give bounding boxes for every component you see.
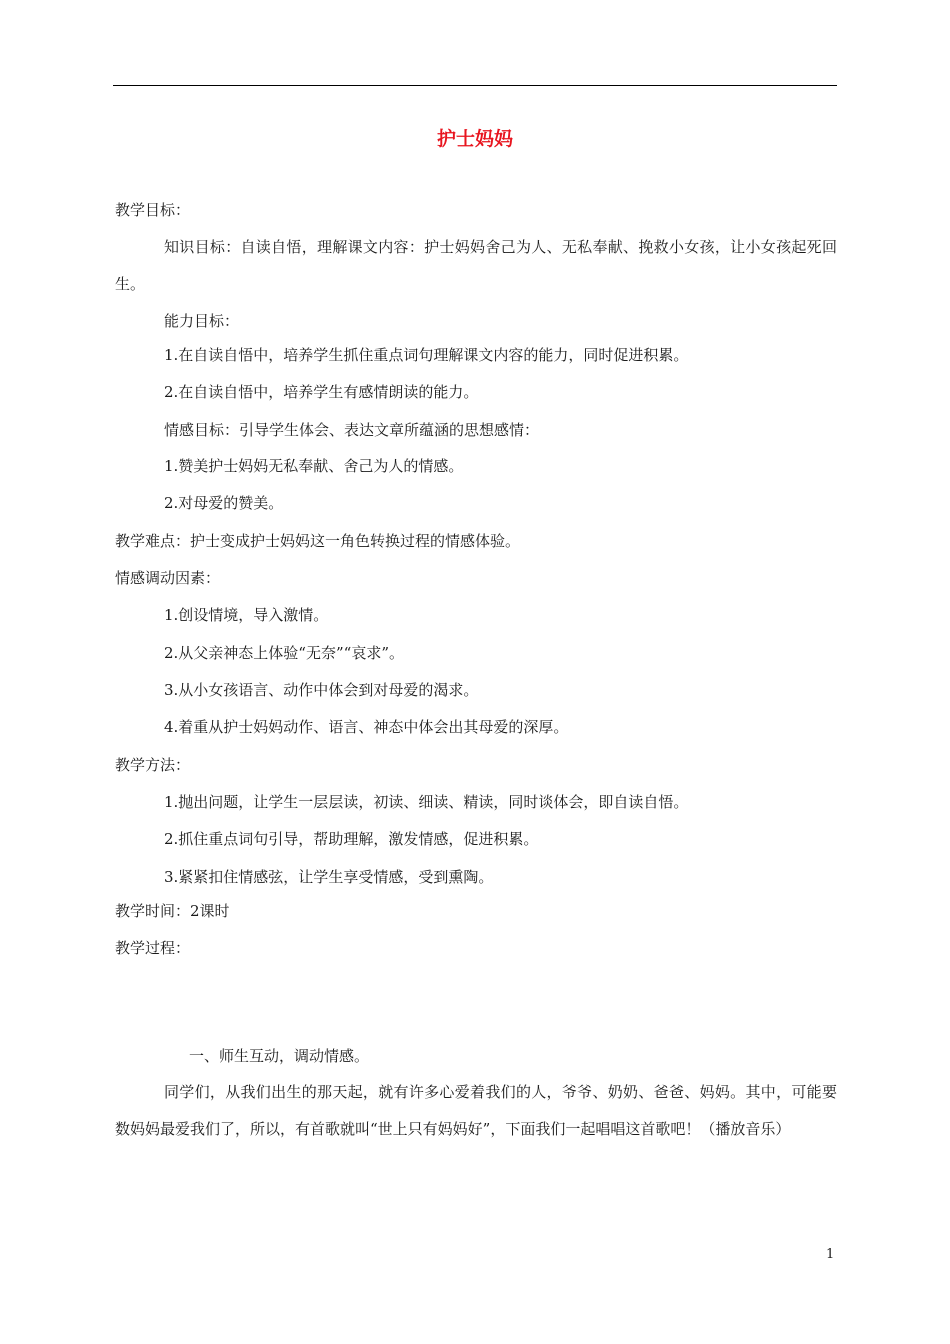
- emotion-item-2: 2.对母爱的赞美。: [164, 494, 284, 512]
- factors-item-2: 2.从父亲神态上体验“无奈”“哀求”。: [164, 644, 404, 662]
- methods-item-3: 3.紧紧扣住情感弦，让学生享受情感，受到熏陶。: [164, 868, 494, 886]
- factors-heading: 情感调动因素：: [115, 569, 221, 587]
- section-1-heading: 一、师生互动，调动情感。: [189, 1047, 370, 1065]
- page-number: 1: [826, 1247, 835, 1262]
- teaching-difficulty: 教学难点：护士变成护士妈妈这一角色转换过程的情感体验。: [115, 532, 521, 550]
- methods-item-2: 2.抓住重点词句引导，帮助理解，激发情感，促进积累。: [164, 830, 539, 848]
- page-title: 护士妈妈: [436, 128, 513, 150]
- teaching-time: 教学时间：2课时: [115, 902, 230, 920]
- objectives-heading: 教学目标：: [115, 201, 191, 219]
- methods-item-1: 1.抛出问题，让学生一层层读，初读、细读、精读，同时谈体会，即自读自悟。: [164, 793, 689, 811]
- methods-heading: 教学方法：: [115, 756, 191, 774]
- section-1-paragraph: 同学们，从我们出生的那天起，就有许多心爱着我们的人，爷爷、奶奶、爸爸、妈妈。其中，可能要数妈妈最爱我们了，所以，有首歌就叫“世上只有妈妈好”，下面我们一起唱唱这首歌吧！（播放音乐）: [115, 1083, 837, 1138]
- factors-item-1: 1.创设情境，导入激情。: [164, 606, 329, 624]
- process-heading: 教学过程：: [115, 939, 191, 957]
- emotion-item-1: 1.赞美护士妈妈无私奉献、舍己为人的情感。: [164, 457, 464, 475]
- header-rule: [113, 85, 837, 86]
- ability-item-1: 1.在自读自悟中，培养学生抓住重点词句理解课文内容的能力，同时促进积累。: [164, 346, 689, 364]
- ability-item-2: 2.在自读自悟中，培养学生有感情朗读的能力。: [164, 383, 479, 401]
- factors-item-3: 3.从小女孩语言、动作中体会到对母爱的渴求。: [164, 681, 479, 699]
- ability-heading: 能力目标：: [164, 312, 240, 330]
- knowledge-goal: 知识目标：自读自悟，理解课文内容：护士妈妈舍己为人、无私奉献、挽救小女孩，让小女孩起死回生。: [115, 238, 837, 293]
- emotion-heading: 情感目标：引导学生体会、表达文章所蕴涵的思想感情：: [164, 421, 540, 439]
- factors-item-4: 4.着重从护士妈妈动作、语言、神态中体会出其母爱的深厚。: [164, 718, 569, 736]
